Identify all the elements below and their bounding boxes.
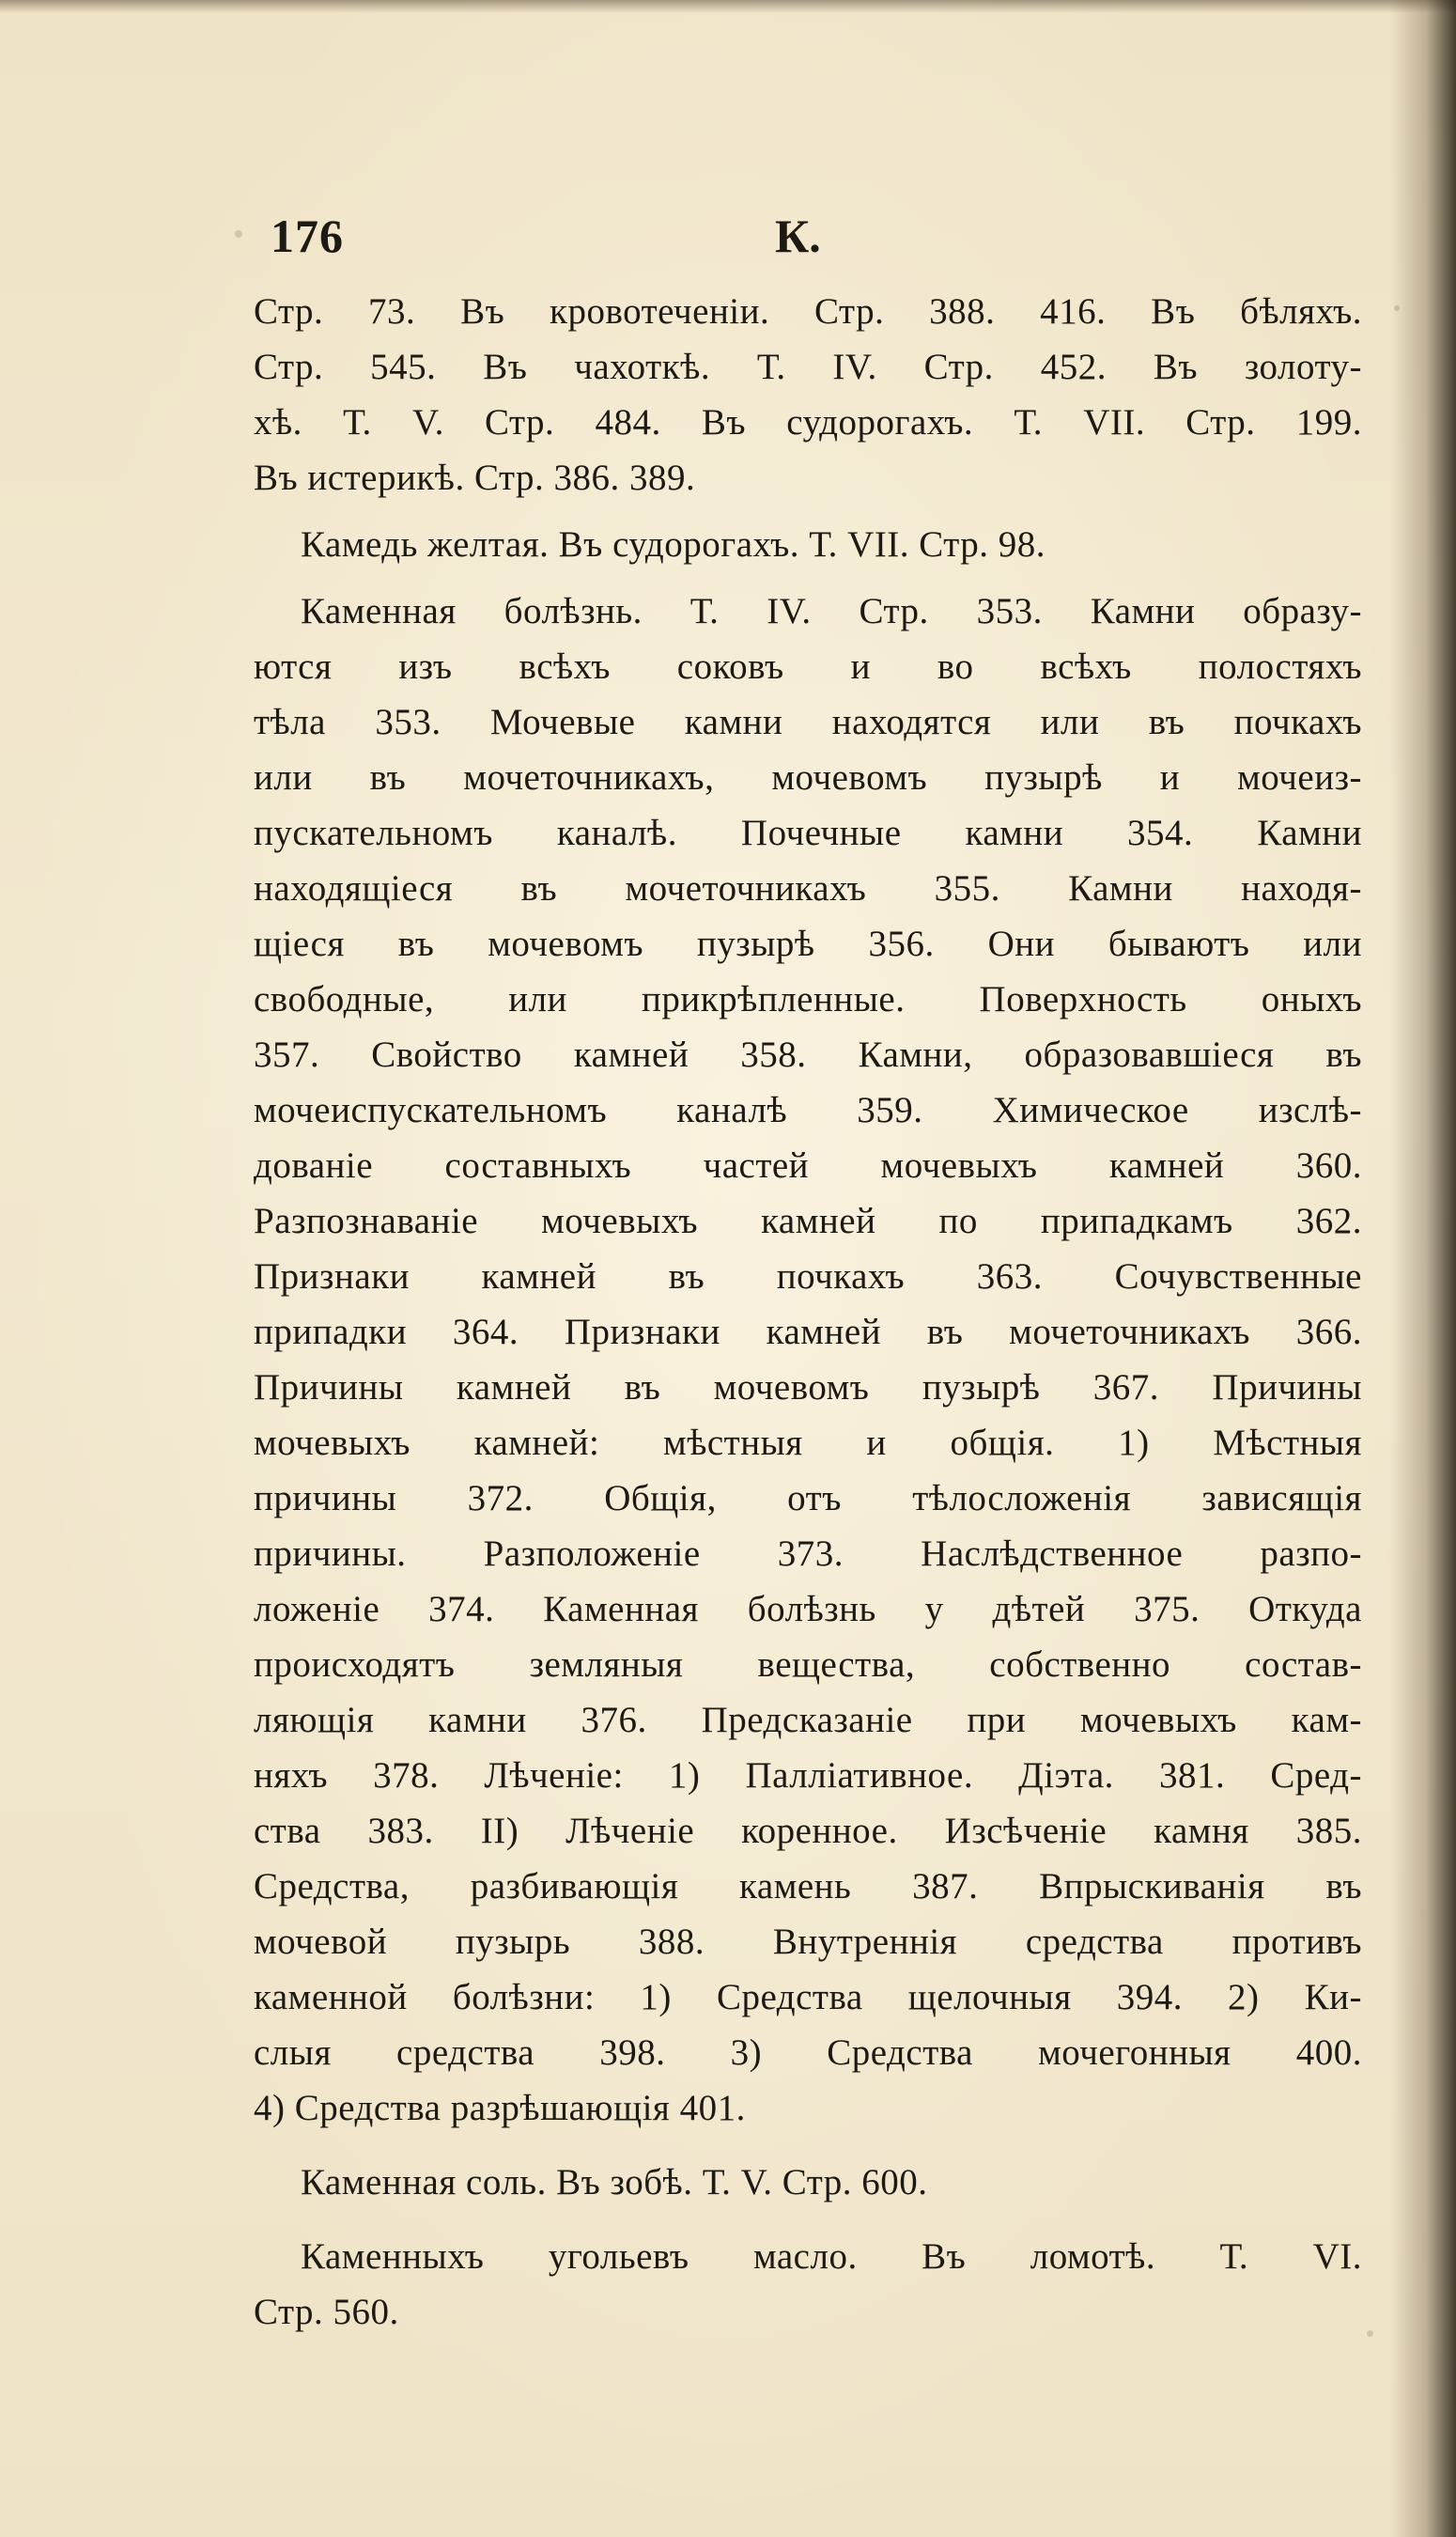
page-top-shadow: [0, 0, 1456, 13]
text-line: ложеніе 374. Каменная болѣзнь у дѣтей 375. Откуда: [254, 1589, 1362, 1629]
page-binding-shadow: [1390, 0, 1456, 2537]
text-line: 4) Средства разрѣшающія 401.: [254, 2088, 746, 2128]
text-line: свободные, или прикрѣпленные. Поверхность оныхъ: [254, 979, 1362, 1019]
text-line: припадки 364. Признаки камней въ мочеточникахъ 366.: [254, 1312, 1362, 1352]
page-number: 176: [271, 210, 344, 262]
text-line: 357. Свойство камней 358. Камни, образовавшіеся въ: [254, 1035, 1362, 1075]
text-line: причины 372. Общія, отъ тѣлосложенія зависящія: [254, 1478, 1362, 1518]
text-line: каменной болѣзни: 1) Средства щелочныя 394. 2) Ки-: [254, 1977, 1362, 2017]
text-line: мочеиспускательномъ каналѣ 359. Химическое изслѣ-: [254, 1090, 1362, 1130]
entry-kamennaya-bolezn: Каменная болѣзнь. Т. IV. Стр. 353. Камни образу-: [301, 591, 1362, 631]
entry-kamed: Камедь желтая. Въ судорогахъ. Т. VII. Стр. 98.: [301, 524, 1046, 565]
text-line: Разпознаваніе мочевыхъ камней по припадкамъ 362.: [254, 1201, 1362, 1241]
text-line: или въ мочеточникахъ, мочевомъ пузырѣ и мочеиз-: [254, 757, 1362, 798]
text-line: ются изъ всѣхъ соковъ и во всѣхъ полостяхъ: [254, 646, 1362, 687]
text-line: няхъ 378. Лѣченіе: 1) Палліативное. Діэта. 381. Сред-: [254, 1755, 1362, 1796]
text-line: Причины камней въ мочевомъ пузырѣ 367. Причины: [254, 1367, 1362, 1408]
text-line: пускательномъ каналѣ. Почечные камни 354. Камни: [254, 813, 1362, 853]
text-line: щіеся въ мочевомъ пузырѣ 356. Они бываютъ или: [254, 924, 1362, 964]
text-line: слыя средства 398. 3) Средства мочегонныя 400.: [254, 2032, 1362, 2073]
text-line: ства 383. II) Лѣченіе коренное. Изсѣченіе камня 385.: [254, 1811, 1362, 1851]
text-line: ляющія камни 376. Предсказаніе при мочевыхъ кам-: [254, 1700, 1362, 1740]
entry-kamennaya-sol: Каменная соль. Въ зобѣ. Т. V. Стр. 600.: [301, 2162, 928, 2202]
text-line: Средства, разбивающія камень 387. Впрыскиванія въ: [254, 1866, 1362, 1907]
paper-spot: [1367, 2330, 1373, 2337]
paper-spot: [235, 230, 242, 238]
text-line: Стр. 545. Въ чахоткѣ. Т. IV. Стр. 452. Въ золоту-: [254, 347, 1362, 387]
text-line: тѣла 353. Мочевые камни находятся или въ почкахъ: [254, 702, 1362, 742]
text-line: происходятъ земляныя вещества, собственно состав-: [254, 1644, 1362, 1685]
text-line: Признаки камней въ почкахъ 363. Сочувственные: [254, 1256, 1362, 1297]
index-text: [254, 284, 1362, 2340]
text-line: мочевой пузырь 388. Внутреннія средства противъ: [254, 1922, 1362, 1962]
running-head: К.: [775, 210, 821, 262]
text-line: дованіе составныхъ частей мочевыхъ камней 360.: [254, 1145, 1362, 1186]
text-line: хѣ. Т. V. Стр. 484. Въ судорогахъ. Т. VII. Стр. 199.: [254, 402, 1362, 443]
paper-spot: [1394, 305, 1400, 311]
text-line: Стр. 73. Въ кровотеченіи. Стр. 388. 416. Въ бѣляхъ.: [254, 291, 1362, 332]
entry-kamennyh-ugoley: Каменныхъ угольевъ масло. Въ ломотѣ. Т. VI.: [301, 2236, 1362, 2277]
text-line: Стр. 560.: [254, 2292, 399, 2332]
text-line: находящіеся въ мочеточникахъ 355. Камни находя-: [254, 868, 1362, 909]
text-line: Въ истерикѣ. Стр. 386. 389.: [254, 458, 696, 498]
page-header: [254, 209, 1381, 274]
text-line: мочевыхъ камней: мѣстныя и общія. 1) Мѣстныя: [254, 1423, 1362, 1463]
text-line: причины. Разположеніе 373. Наслѣдственное разпо-: [254, 1533, 1362, 1574]
